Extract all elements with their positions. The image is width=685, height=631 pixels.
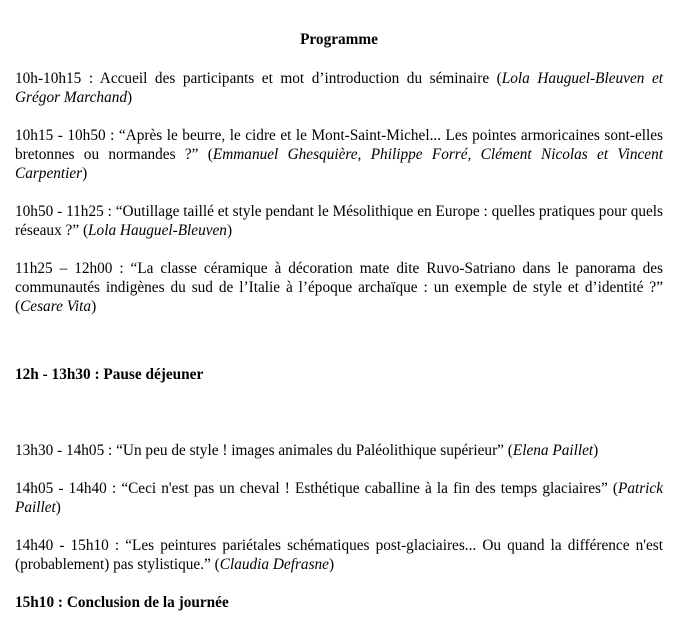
session-speakers: Elena Paillet [512, 442, 594, 459]
session-speakers: Lola Hauguel-Bleuven et Grégor Marchand [15, 70, 664, 106]
day-conclusion: 15h10 : Conclusion de la journée [15, 594, 229, 611]
session-speakers: Claudia Defrasne [219, 556, 329, 573]
afternoon-sessions [15, 441, 663, 574]
session-closing: ) [82, 165, 88, 182]
session-entry [15, 69, 663, 107]
session-text: 13h30 - 14h05 : “Un peu de style ! images animales du Paléolithique supérieur” ( [15, 442, 513, 459]
session-closing: ) [55, 499, 61, 516]
session-entry [15, 479, 663, 517]
session-closing: ) [328, 556, 335, 573]
session-entry [15, 259, 663, 316]
session-text: 10h15 - 10h50 : “Après le beurre, le cidre et le Mont-Saint-Michel... Les pointes armoricaines sont-elles bretonnes ou normandes ?” ( [15, 127, 663, 163]
session-text: 14h40 - 15h10 : “Les peintures pariétales schématiques post-glaciaires... Ou quand la différence n'est (probablement) pas stylistique.” ( [15, 537, 663, 573]
session-closing: ) [127, 89, 133, 106]
document-title: Programme [300, 31, 378, 48]
session-speakers: Patrick Paillet [15, 480, 663, 516]
session-text: 11h25 – 12h00 : “La classe céramique à décoration mate dite Ruvo-Satriano dans le panorama des communautés indigènes du sud de l’Italie à l’époque archaïque : un exemple de style et d’identité ?” ( [15, 260, 663, 315]
session-entry [15, 202, 663, 240]
session-closing: ) [226, 222, 233, 239]
session-closing: ) [91, 298, 97, 315]
session-text: 10h50 - 11h25 : “Outillage taillé et style pendant le Mésolithique en Europe : quelles pratiques pour quels réseaux ?” ( [15, 203, 663, 239]
lunch-break: 12h - 13h30 : Pause déjeuner [15, 366, 204, 383]
session-speakers: Lola Hauguel-Bleuven [88, 222, 227, 239]
morning-sessions [15, 69, 663, 316]
session-text: 14h05 - 14h40 : “Ceci n'est pas un cheval ! Esthétique caballine à la fin des temps glaciaires” ( [15, 480, 618, 497]
session-entry [15, 441, 663, 460]
session-text: 10h-10h15 : Accueil des participants et mot d’introduction du séminaire ( [15, 70, 502, 87]
session-entry [15, 126, 663, 183]
session-closing: ) [593, 442, 599, 459]
session-speakers: Cesare Vita [20, 298, 92, 315]
session-speakers: Emmanuel Ghesquière, Philippe Forré, Clément Nicolas et Vincent Carpentier [15, 146, 663, 182]
programme-document [15, 30, 663, 631]
session-entry [15, 536, 663, 574]
